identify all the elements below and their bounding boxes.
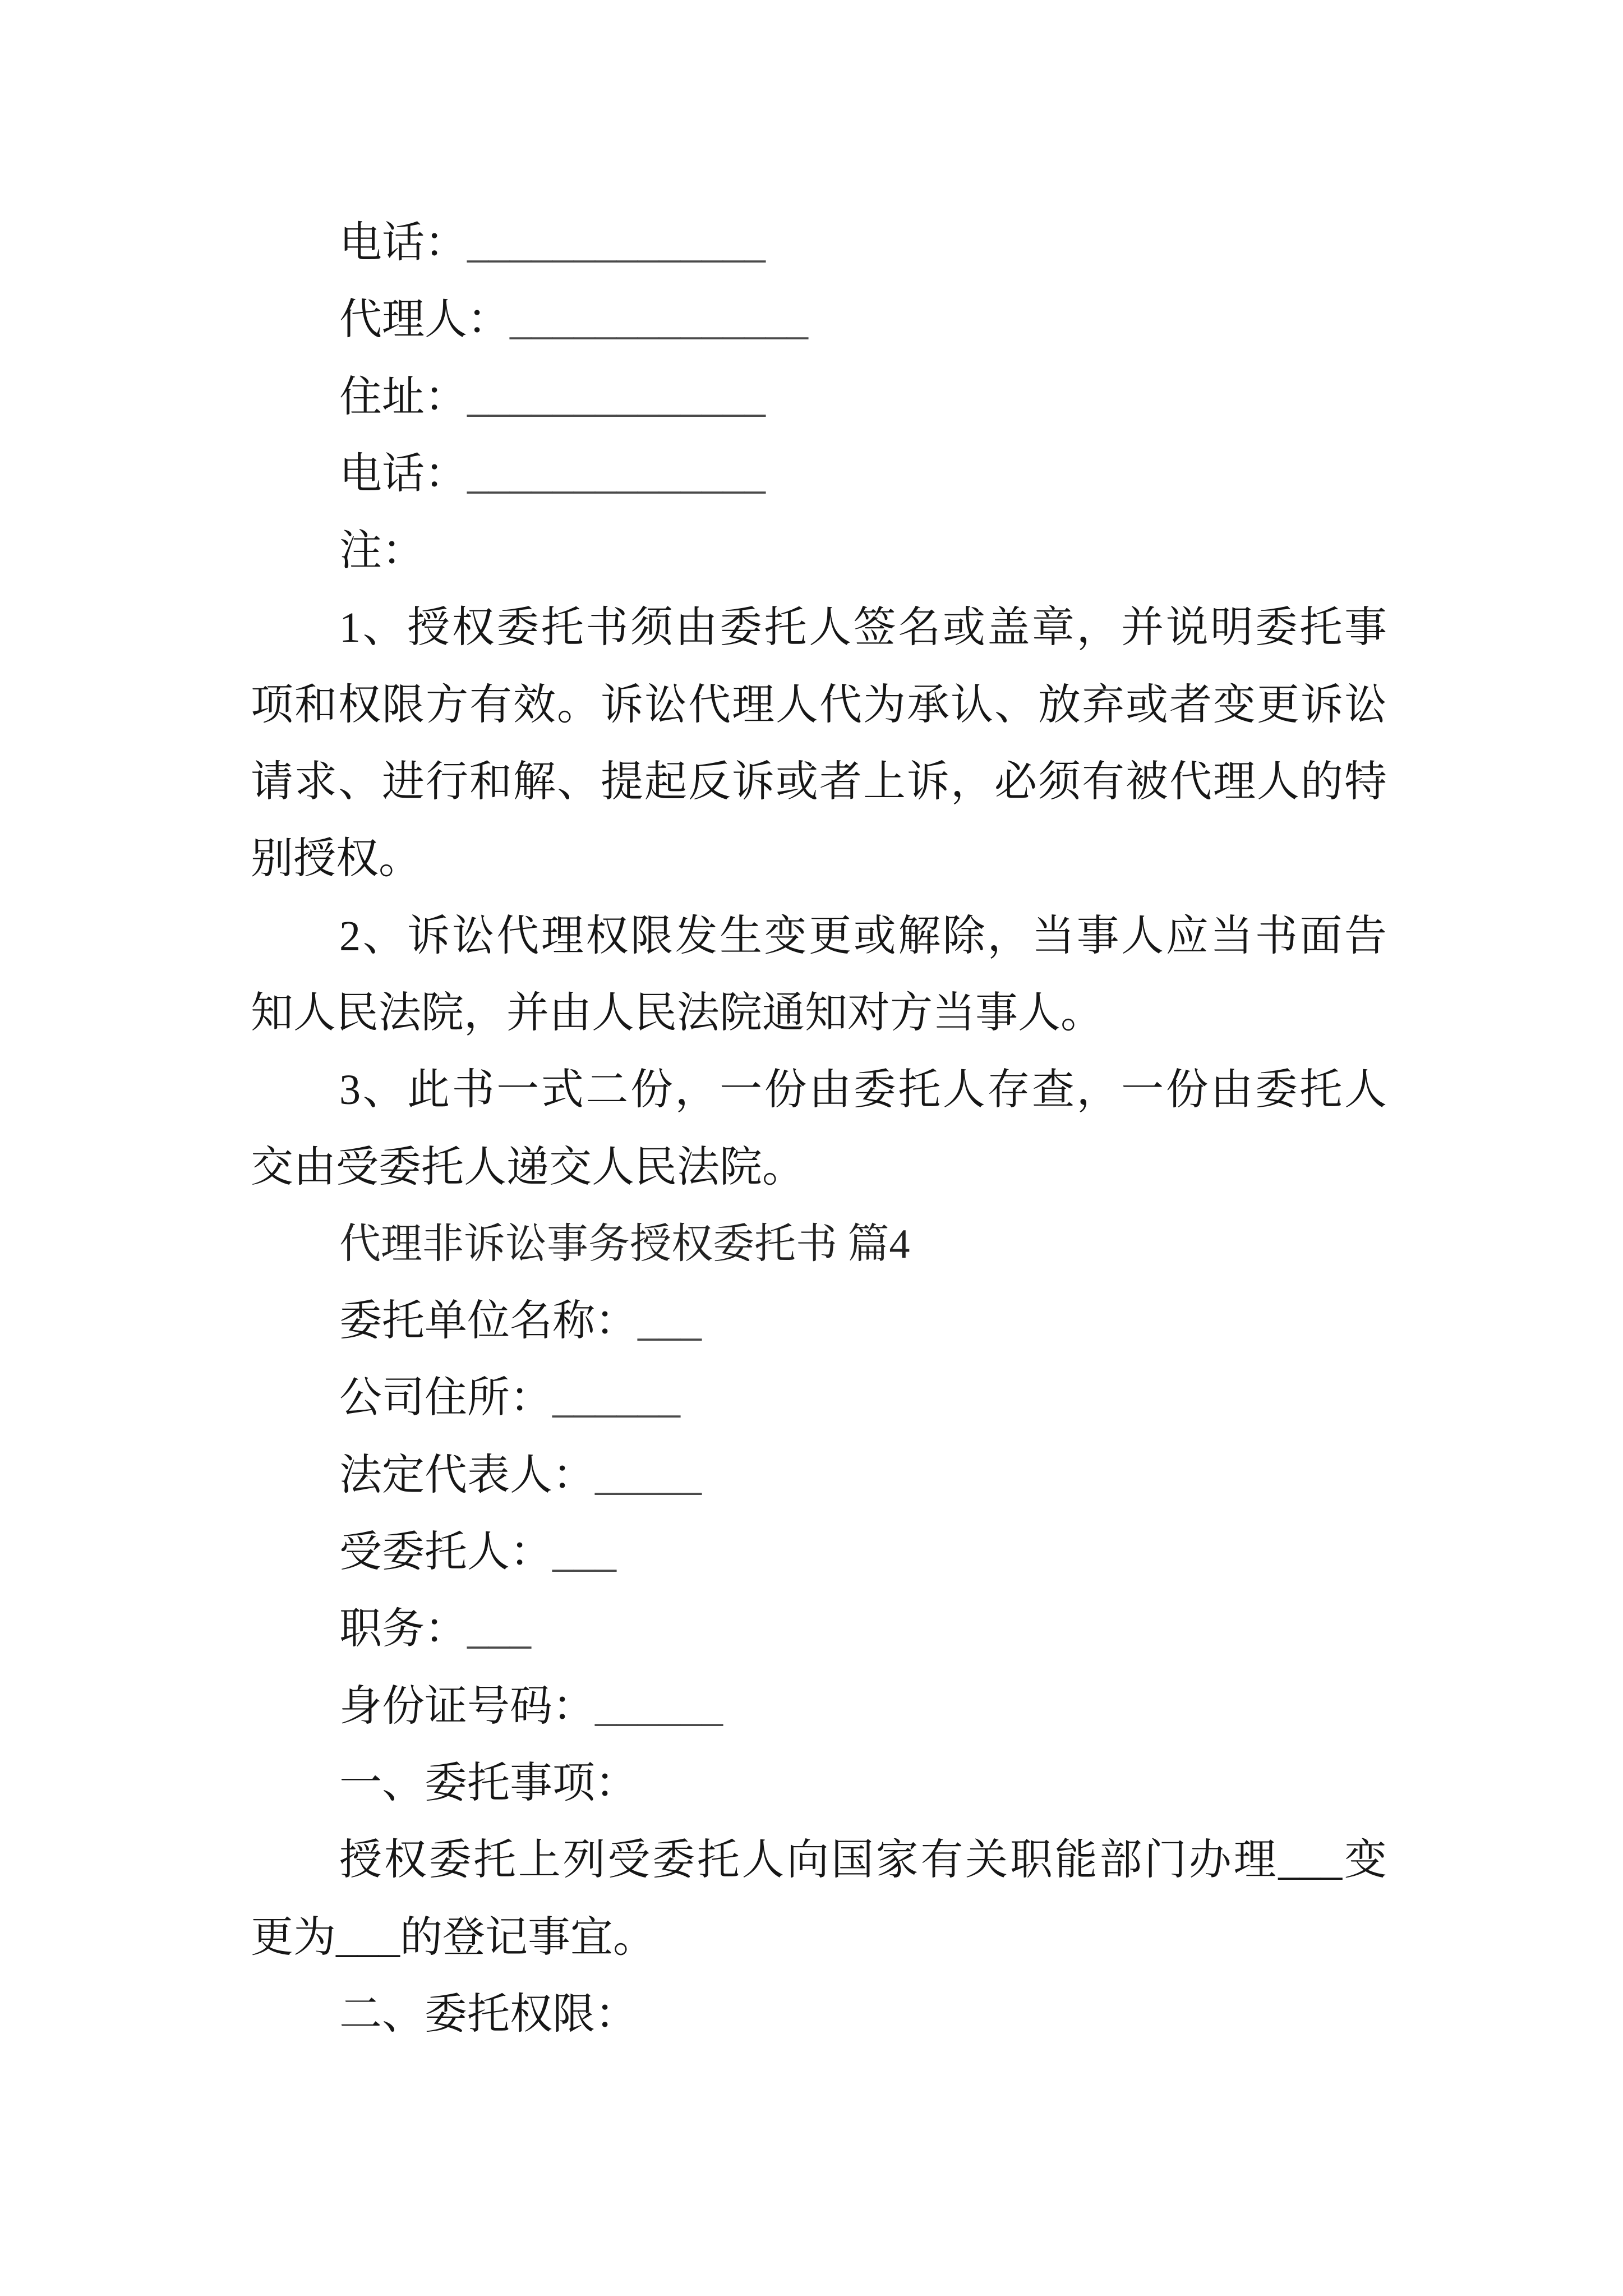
field-label: 职务： <box>339 1605 467 1653</box>
matters-line-1: 授权委托上列受委托人向国家有关职能部门办理___变 <box>339 1837 1387 1884</box>
note-2-line-2: 知人民法院，并由人民法院通知对方当事人。 <box>251 989 1103 1037</box>
phone-blank: ______________ <box>467 219 766 266</box>
field-id-number <box>251 1668 1387 1745</box>
note-1-line-1: 1、授权委托书须由委托人签名或盖章，并说明委托事 <box>339 604 1387 652</box>
agent-blank: ______________ <box>510 296 808 344</box>
note-3-line-2: 交由受委托人递交人民法院。 <box>251 1143 805 1191</box>
field-blank: ___ <box>552 1529 616 1576</box>
address-label: 住址： <box>339 373 467 421</box>
note-1-line-2: 项和权限方有效。诉讼代理人代为承认、放弃或者变更诉讼 <box>251 681 1387 729</box>
field-blank: _____ <box>595 1451 702 1499</box>
field-label: 公司住所： <box>339 1374 552 1422</box>
contact-row-agent <box>251 282 1387 358</box>
note-1-line-4: 别授权。 <box>251 835 421 883</box>
phone-label: 电话： <box>339 219 467 266</box>
agent-label: 代理人： <box>339 296 510 344</box>
field-label: 委托单位名称： <box>339 1297 638 1345</box>
note-2-line-1: 2、诉讼代理权限发生变更或解除，当事人应当书面告 <box>339 912 1387 960</box>
field-label: 法定代表人： <box>339 1451 595 1499</box>
field-entrusting-unit <box>251 1283 1387 1360</box>
contact-row-phone <box>251 205 1387 282</box>
document-page <box>251 205 1387 2053</box>
note-1-line-3: 请求、进行和解、提起反诉或者上诉，必须有被代理人的特 <box>251 758 1387 806</box>
field-blank: ______ <box>552 1374 680 1422</box>
field-blank: ______ <box>595 1682 723 1730</box>
field-company-address <box>251 1360 1387 1437</box>
authority-heading: 二、委托权限： <box>339 1990 638 2038</box>
phone-label-2: 电话： <box>339 450 467 498</box>
field-position <box>251 1591 1387 1668</box>
field-label: 身份证号码： <box>339 1682 595 1730</box>
field-label: 受委托人： <box>339 1529 552 1576</box>
address-blank: ______________ <box>467 373 766 421</box>
contact-row-phone-2 <box>251 436 1387 513</box>
notes-heading: 注： <box>339 527 425 575</box>
matters-heading: 一、委托事项： <box>339 1759 638 1807</box>
field-trustee <box>251 1514 1387 1591</box>
field-blank: ___ <box>467 1605 531 1653</box>
note-3-line-1: 3、此书一式二份，一份由委托人存查，一份由委托人 <box>339 1066 1387 1114</box>
contact-row-address <box>251 359 1387 436</box>
field-legal-representative <box>251 1437 1387 1514</box>
matters-line-2: 更为___的登记事宜。 <box>251 1913 656 1961</box>
phone-blank-2: ______________ <box>467 450 766 498</box>
section-title: 代理非诉讼事务授权委托书 篇4 <box>339 1221 910 1267</box>
field-blank: ___ <box>638 1297 702 1345</box>
